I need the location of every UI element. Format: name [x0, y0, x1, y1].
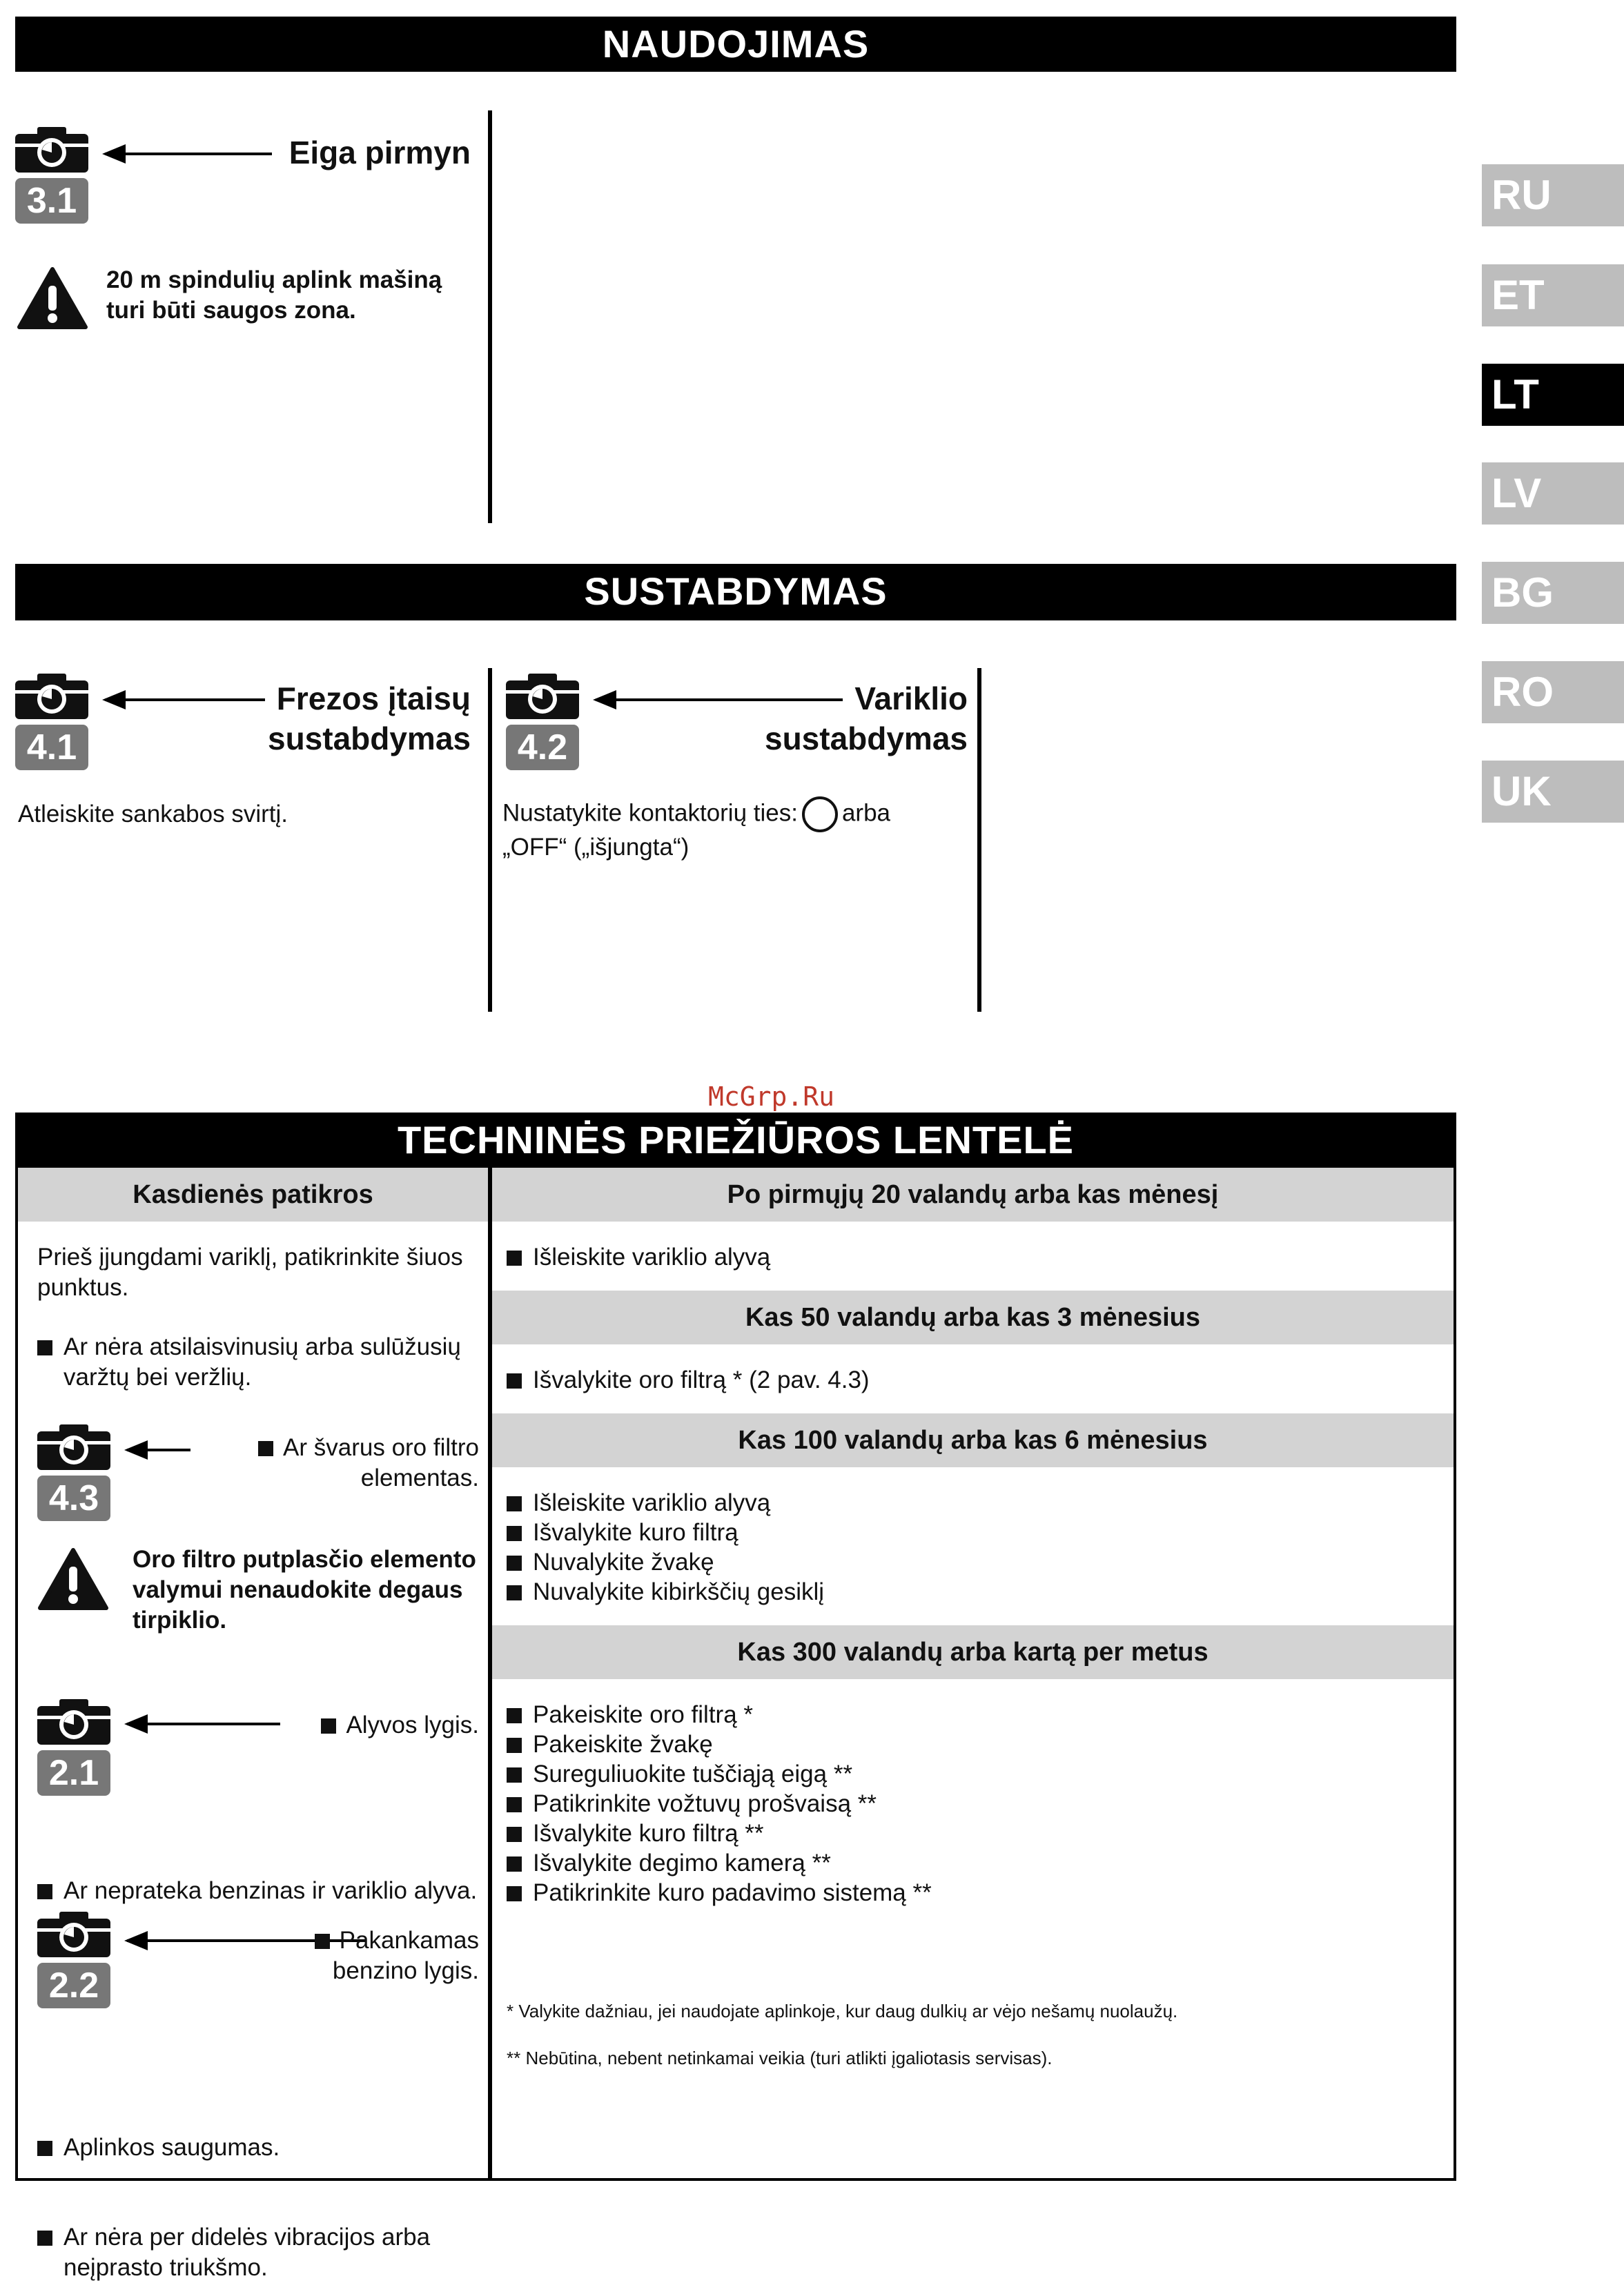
lang-tab-lt[interactable]: LT — [1482, 364, 1624, 426]
period-item: Pakeiskite oro filtrą * — [507, 1700, 1431, 1730]
period-item: Sureguliuokite tuščiąją eigą ** — [507, 1759, 1431, 1789]
period-item: Nuvalykite kibirkščių gesiklį — [507, 1577, 1431, 1607]
warning-icon — [17, 266, 88, 330]
step-badge: 4.2 — [506, 725, 579, 770]
column-divider — [488, 668, 492, 1012]
period-item: Išleiskite variklio alyvą — [507, 1488, 1431, 1518]
lang-tab-lv[interactable]: LV — [1482, 462, 1624, 525]
period-header-50h: Kas 50 valandų arba kas 3 mėnesius — [492, 1291, 1454, 1344]
check-label-line2: benzino lygis. — [332, 1957, 479, 1984]
check-label-line1: Pakankamas — [339, 1927, 479, 1954]
check-label-line2: elementas. — [360, 1464, 479, 1491]
period-item: Išvalykite kuro filtrą — [507, 1518, 1431, 1547]
check-label — [290, 1926, 479, 1986]
camera-icon — [37, 1699, 110, 1745]
section-header-lentele: TECHNINĖS PRIEŽIŪROS LENTELĖ — [15, 1113, 1456, 1168]
period-header-100h: Kas 100 valandų arba kas 6 mėnesius — [492, 1413, 1454, 1467]
warning-icon — [37, 1547, 109, 1611]
step-badge: 3.1 — [15, 178, 88, 224]
period-item: Išvalykite oro filtrą * (2 pav. 4.3) — [507, 1365, 1431, 1395]
step-title-line2: sustabdymas — [267, 721, 471, 756]
arrow-left-icon — [105, 153, 272, 155]
check-label — [290, 1710, 479, 1741]
warning-text: Oro filtro putplasčio elemento valymui nenaudokite degaus tirpiklio. — [133, 1546, 476, 1634]
instruction-text — [502, 796, 972, 863]
lang-tab-uk[interactable]: UK — [1482, 761, 1624, 823]
period-header-20h: Po pirmųjų 20 valandų arba kas mėnesį — [492, 1168, 1454, 1222]
column-divider — [977, 668, 981, 1012]
arrow-left-icon — [127, 1449, 190, 1451]
arrow-left-icon — [105, 698, 265, 701]
daily-item: Ar nėra atsilaisvinusių arba sulūžusių varžtų bei veržlių. — [37, 1332, 505, 1393]
footnote: * Valykite dažniau, jei naudojate aplinkoje, kur daug dulkių ar vėjo nešamų nuolaužų. — [507, 2001, 1178, 2021]
step-title-line1: Frezos įtaisų — [276, 680, 471, 716]
period-item: Pakeiskite žvakę — [507, 1730, 1431, 1759]
daily-header: Kasdienės patikros — [18, 1168, 488, 1222]
camera-icon — [37, 1424, 110, 1470]
period-item: Patikrinkite kuro padavimo sistemą ** — [507, 1878, 1431, 1908]
check-label — [221, 1433, 479, 1493]
step-badge: 2.1 — [37, 1750, 110, 1796]
daily-item: Ar neprateka benzinas ir variklio alyva. — [37, 1876, 491, 1906]
step-title-line2: sustabdymas — [764, 721, 968, 756]
lang-tab-ro[interactable]: RO — [1482, 661, 1624, 723]
step-badge: 2.2 — [37, 1963, 110, 2008]
daily-item: Ar nėra per didelės vibracijos arba neįprasto triukšmo. — [37, 2222, 491, 2283]
instruction-text: Atleiskite sankabos svirtį. — [18, 801, 288, 827]
period-item: Išvalykite kuro filtrą ** — [507, 1819, 1431, 1848]
camera-icon — [506, 674, 579, 719]
section-header-naudojimas: NAUDOJIMAS — [15, 17, 1456, 72]
period-list-300h — [507, 1700, 1431, 1908]
arrow-left-icon — [127, 1723, 280, 1725]
section-header-sustabdymas: SUSTABDYMAS — [15, 564, 1456, 620]
column-divider — [488, 110, 492, 523]
instruction-text-part1: Nustatykite kontaktorių ties: — [502, 799, 798, 827]
footnote: ** Nebūtina, nebent netinkamai veikia (turi atlikti įgaliotasis servisas). — [507, 2048, 1053, 2068]
watermark: McGrp.Ru — [708, 1081, 835, 1112]
period-list-50h — [507, 1365, 1431, 1395]
daily-intro: Prieš įjungdami variklį, patikrinkite šiuos punktus. — [37, 1244, 463, 1301]
instruction-text-line2: „OFF“ („išjungta“) — [502, 834, 689, 861]
off-circle-icon — [802, 796, 838, 832]
step-badge: 4.1 — [15, 725, 88, 770]
check-label-line1: Ar švarus oro filtro — [283, 1434, 479, 1461]
period-header-300h: Kas 300 valandų arba kartą per metus — [492, 1625, 1454, 1679]
period-list-20h — [507, 1242, 1431, 1272]
camera-icon — [37, 1912, 110, 1957]
lang-tab-bg[interactable]: BG — [1482, 562, 1624, 624]
check-label-line1: Alyvos lygis. — [346, 1712, 479, 1738]
instruction-text-part2: arba — [841, 799, 891, 827]
period-list-100h — [507, 1488, 1431, 1607]
period-item: Patikrinkite vožtuvų prošvaisą ** — [507, 1789, 1431, 1819]
step-title: Eiga pirmyn — [288, 135, 471, 170]
daily-item: Aplinkos saugumas. — [37, 2133, 491, 2163]
warning-text: 20 m spindulių aplink mašiną turi būti saugos zona. — [106, 266, 442, 324]
period-item: Išvalykite degimo kamerą ** — [507, 1848, 1431, 1878]
camera-icon — [15, 674, 88, 719]
period-item: Išleiskite variklio alyvą — [507, 1242, 1431, 1272]
period-item: Nuvalykite žvakę — [507, 1547, 1431, 1577]
step-title-line1: Variklio — [854, 680, 968, 716]
lang-tab-ru[interactable]: RU — [1482, 164, 1624, 226]
lang-tab-et[interactable]: ET — [1482, 264, 1624, 326]
step-badge: 4.3 — [37, 1476, 110, 1521]
camera-icon — [15, 127, 88, 173]
